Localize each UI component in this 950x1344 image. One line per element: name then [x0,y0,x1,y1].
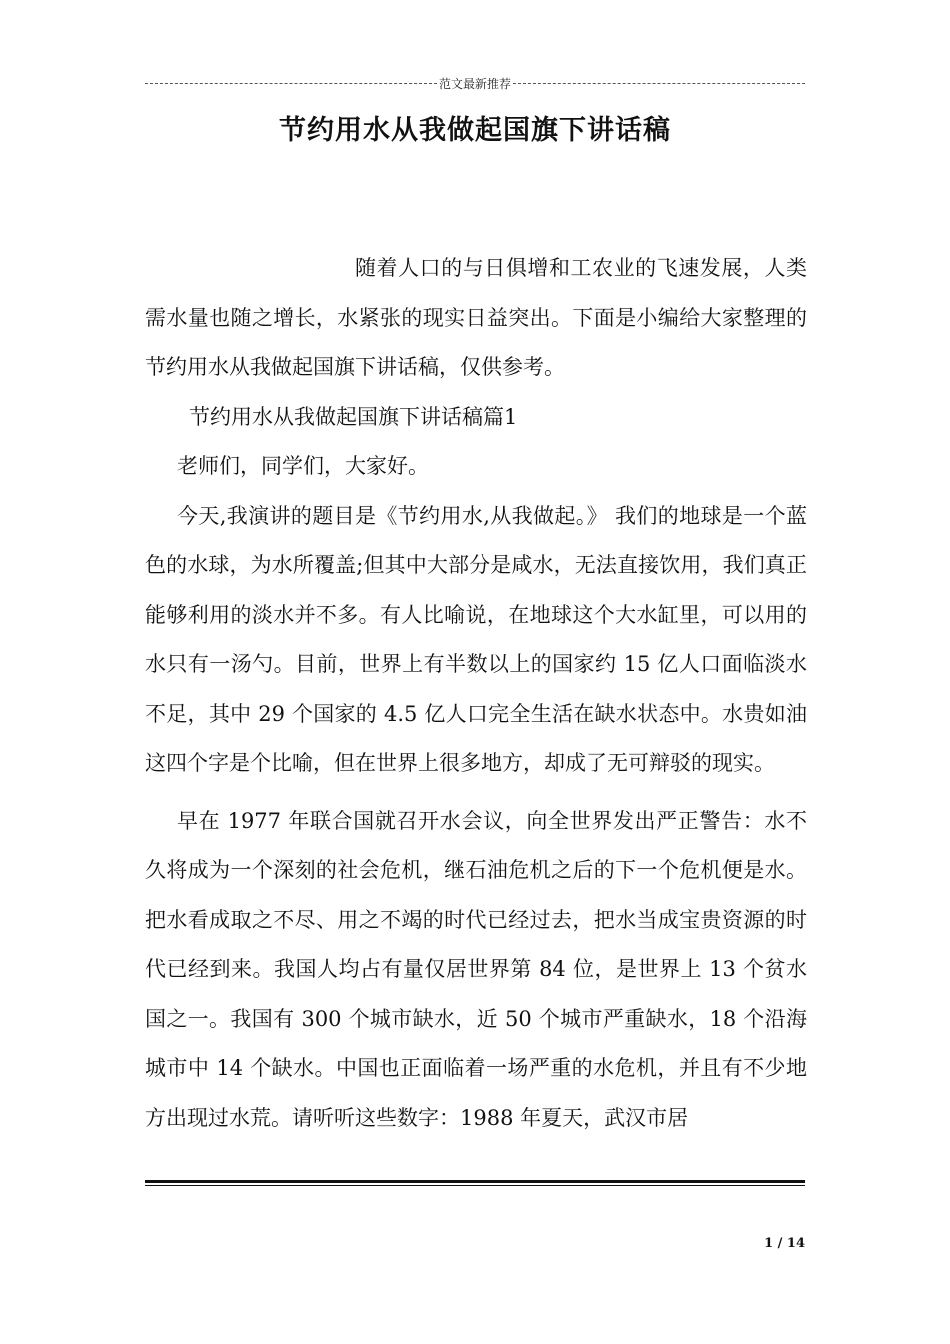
page-number: 1 / 14 [764,1236,805,1251]
body-paragraph: 今天,我演讲的题目是《节约用水,从我做起。》 我们的地球是一个蓝色的水球，为水所覆盖;但其中大部分是咸水，无法直接饮用，我们真正能够利用的淡水并不多。有人比喻说，在地球这个大水缸里，可以用的水只有一汤勺。目前，世界上有半数以上的国家约 15 亿人口面临淡水不足，其中 29 个国家的 4.5 亿人口完全生活在缺水状态中。水贵如油这四个字是个比喻，但在世界上很多地方，却成了无可辩驳的现实。 [145,503,807,775]
intro-paragraph: 随着人口的与日俱增和工农业的飞速发展，人类需水量也随之增长，水紧张的现实日益突出。下面是小编给大家整理的节约用水从我做起国旗下讲话稿，仅供参考。 [145,256,807,379]
section-heading: 节约用水从我做起国旗下讲话稿篇1 [189,404,518,429]
greeting-paragraph: 老师们，同学们，大家好。 [177,454,429,478]
document-body [145,244,807,1143]
header-dash-left [145,83,437,84]
header-label: 范文最新推荐 [439,76,512,91]
footer-rule-thin [145,1185,805,1186]
header-dash-right [513,83,805,84]
body-paragraph: 早在 1977 年联合国就召开水会议，向全世界发出严正警告：水不久将成为一个深刻的社会危机，继石油危机之后的下一个危机便是水。把水看成取之不尽、用之不竭的时代已经过去，把水当成宝贵资源的时代已经到来。我国人均占有量仅居世界第 84 位，是世界上 13 个贫水国之一。我国有 300 个城市缺水，近 50 个城市严重缺水，18 个沿海城市中 14 个缺水。中国也正面临着一场严重的水危机，并且有不少地方出现过水荒。请听听这些数字：1988 年夏天，武汉市居 [145,808,807,1130]
document-title: 节约用水从我做起国旗下讲话稿 [279,115,671,146]
footer-rule [145,1180,805,1183]
page-header [145,73,805,93]
